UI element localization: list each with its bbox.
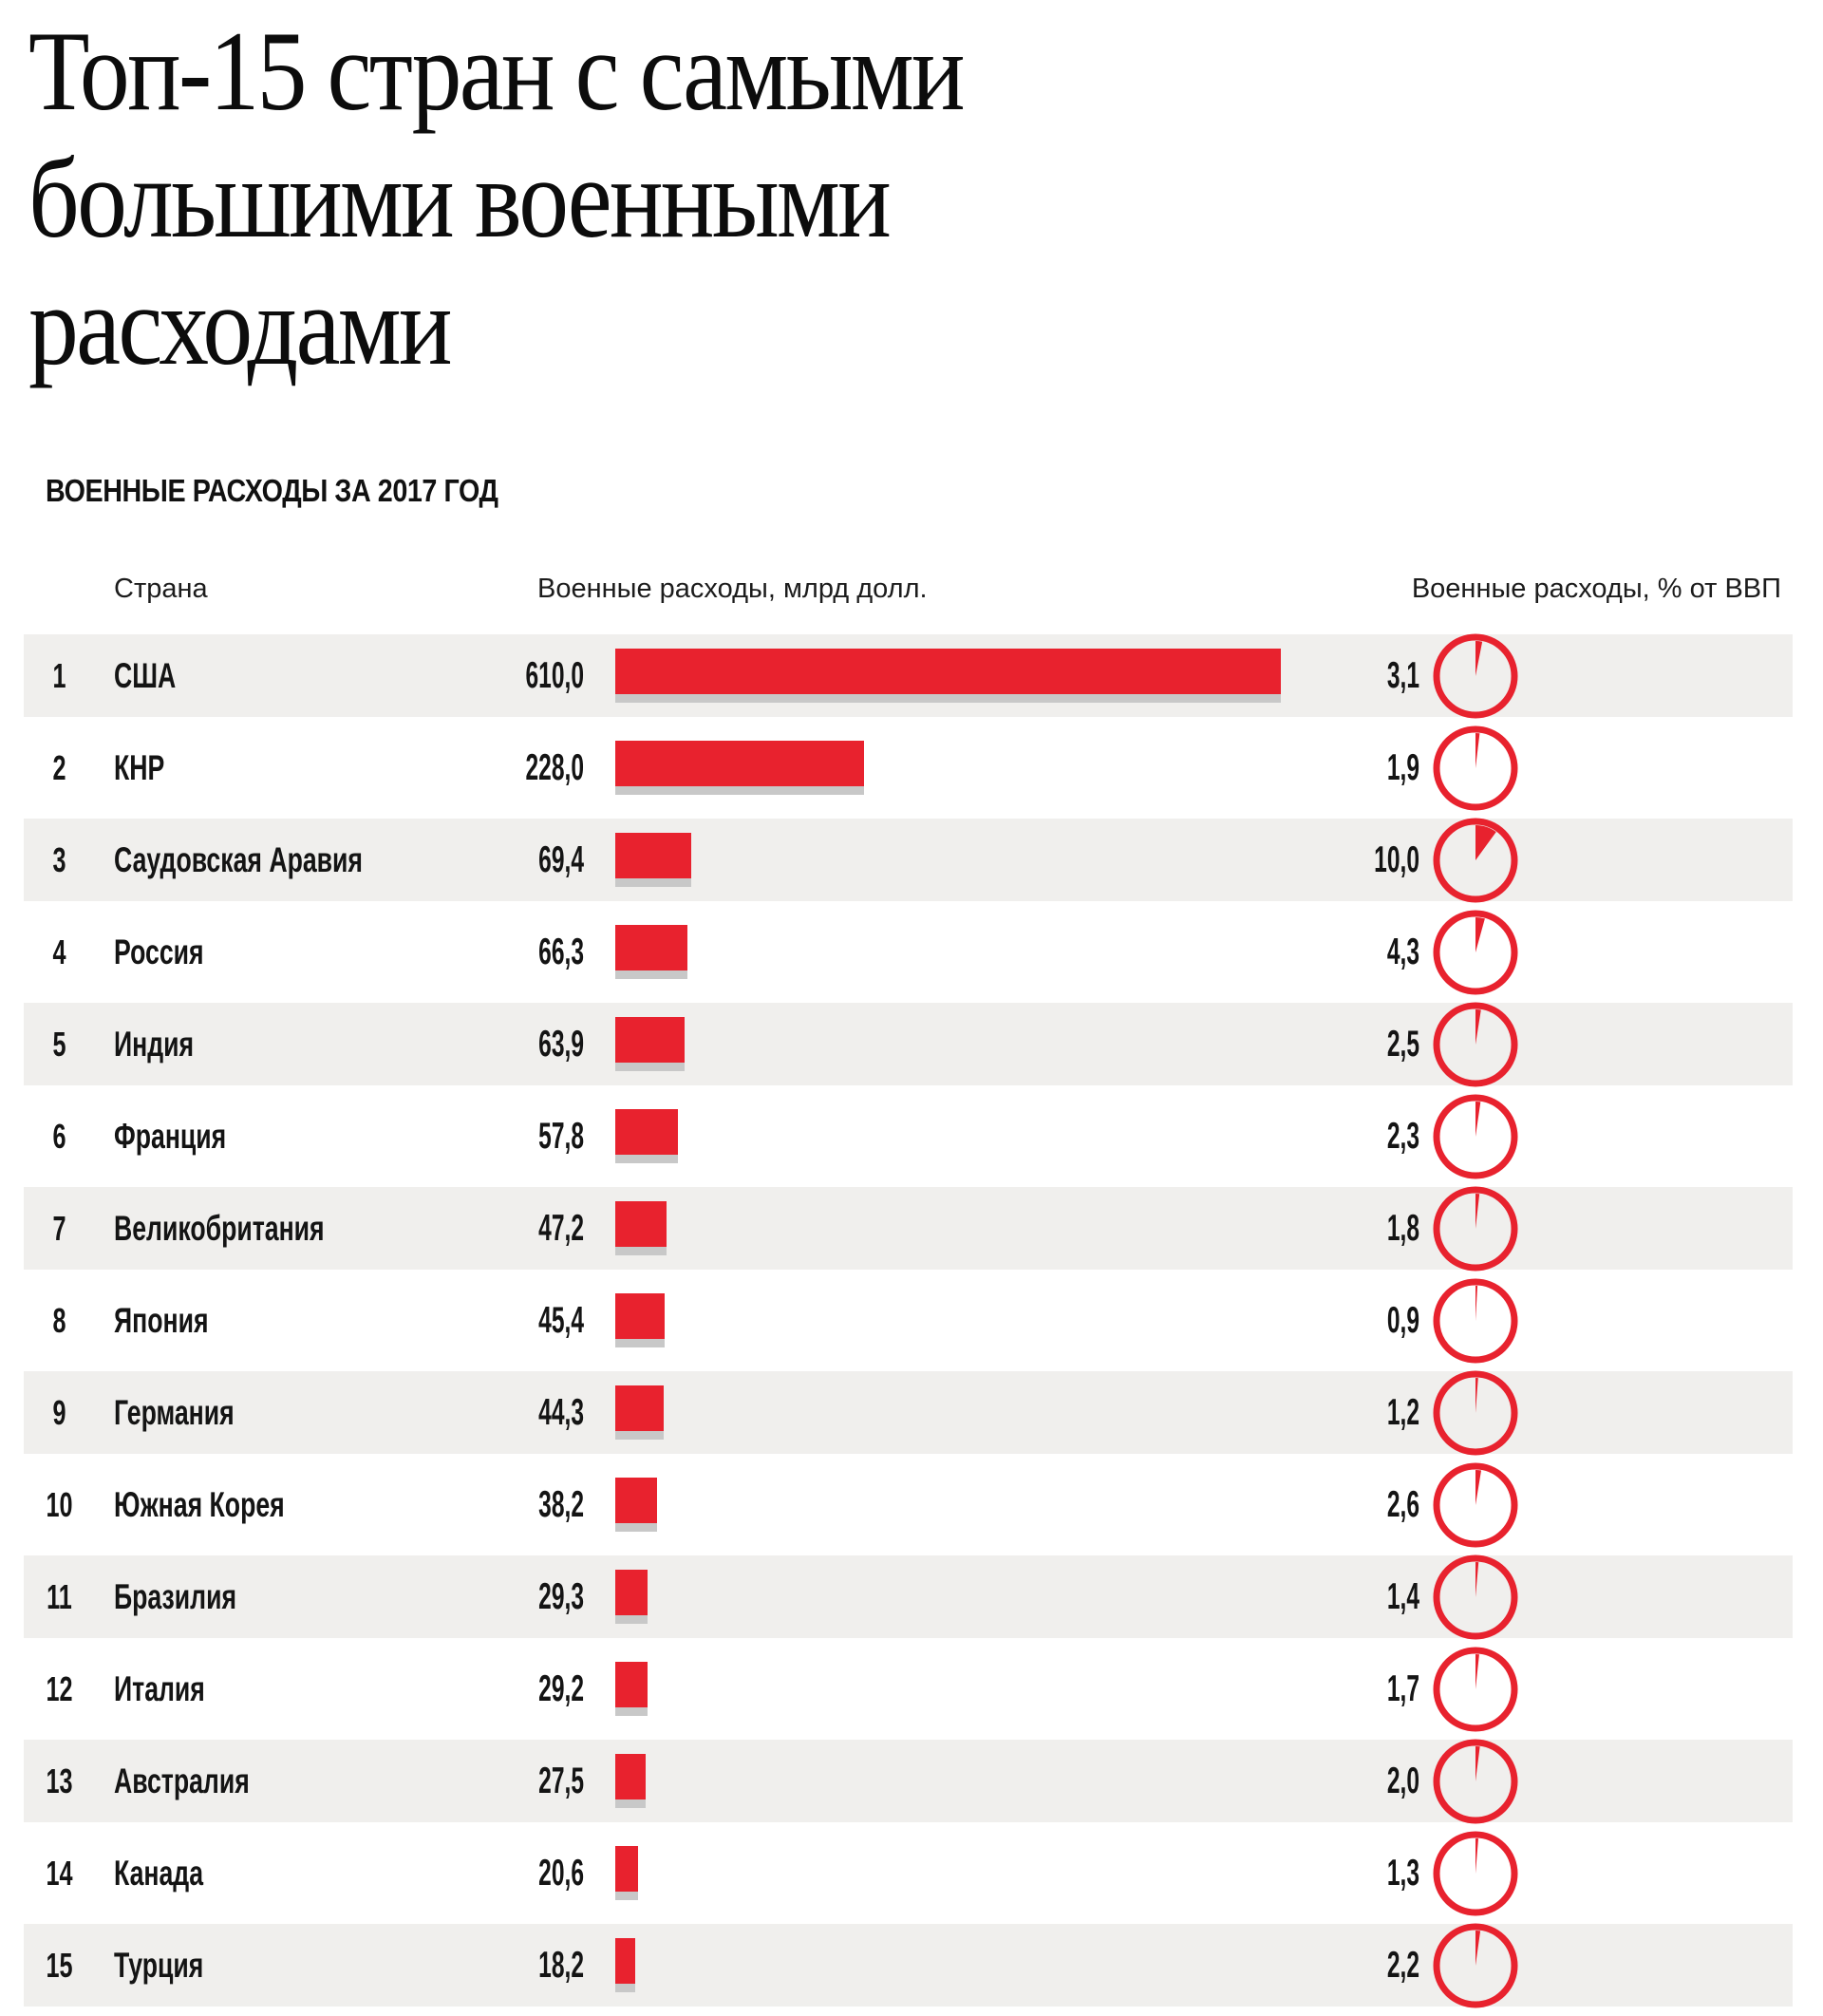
spending-value: 44,3 [538,1392,584,1433]
country-name: Австралия [114,1762,250,1800]
gdp-pie-icon [1432,1093,1519,1180]
spending-value: 20,6 [538,1853,584,1894]
gdp-pie-icon [1432,1369,1519,1457]
gdp-pie-icon [1432,1461,1519,1549]
gdp-percent-value: 1,9 [1386,747,1419,788]
spending-value: 610,0 [525,655,584,696]
spending-value: 63,9 [538,1024,584,1065]
rank-number: 6 [52,1117,66,1156]
gdp-percent-value: 2,6 [1386,1484,1419,1525]
gdp-pie-icon [1432,1830,1519,1917]
gdp-pie-icon [1432,1922,1519,2009]
country-name: Индия [114,1025,195,1064]
rank-number: 4 [52,933,66,971]
rank-number: 9 [52,1393,66,1432]
page-title-line-1: Топ-15 стран с самыми [28,8,963,134]
table-row [24,1003,1793,1085]
rank-number: 8 [52,1301,66,1340]
spending-value: 47,2 [538,1208,584,1249]
rank-number: 10 [46,1485,73,1524]
spending-bar [615,1385,664,1431]
chart-subtitle: ВОЕННЫЕ РАСХОДЫ ЗА 2017 ГОД [46,473,498,508]
spending-bar [615,1570,648,1615]
spending-bar [615,1293,665,1339]
rank-number: 5 [52,1025,66,1064]
gdp-pie-icon [1432,1185,1519,1272]
table-body [24,634,1793,2016]
country-name: Канада [114,1854,204,1893]
gdp-pie-icon [1432,632,1519,720]
gdp-percent-value: 1,8 [1386,1208,1419,1249]
gdp-pie-icon [1432,817,1519,904]
table-row [24,819,1793,901]
rank-number: 15 [46,1946,73,1985]
rank-number: 1 [52,656,66,695]
table-row [24,1740,1793,1822]
gdp-percent-value: 4,3 [1386,932,1419,972]
country-name: Франция [114,1117,227,1156]
column-header-gdp-percent: Военные расходы, % от ВВП [1411,574,1781,604]
gdp-pie-icon [1432,1277,1519,1365]
gdp-pie-icon [1432,1554,1519,1641]
table-header-row [24,570,1793,608]
spending-value: 18,2 [538,1945,584,1986]
spending-value: 29,3 [538,1576,584,1617]
spending-bar [615,833,691,878]
spending-value: 228,0 [525,747,584,788]
gdp-pie-icon [1432,909,1519,996]
spending-value: 69,4 [538,839,584,880]
table-row [24,1832,1793,1914]
page-title-line-3: расходами [28,262,450,388]
table-row [24,1648,1793,1730]
rank-number: 7 [52,1209,66,1248]
spending-bar [615,1109,678,1155]
spending-value: 29,2 [538,1668,584,1709]
spending-value: 45,4 [538,1300,584,1341]
rank-number: 11 [47,1577,72,1616]
country-name: Южная Корея [114,1485,285,1524]
country-name: Великобритания [114,1209,325,1248]
spending-bar [615,741,864,786]
gdp-pie-icon [1432,725,1519,812]
country-name: США [114,656,177,695]
rank-number: 12 [46,1669,73,1708]
spending-bar [615,1662,648,1707]
country-name: КНР [114,748,165,787]
gdp-percent-value: 1,2 [1386,1392,1419,1433]
rank-number: 2 [52,748,66,787]
country-name: Бразилия [114,1577,237,1616]
spending-value: 66,3 [538,932,584,972]
spending-bar [615,1478,657,1523]
country-name: Россия [114,933,204,971]
gdp-percent-value: 2,5 [1386,1024,1419,1065]
spending-bar [615,1938,635,1984]
gdp-percent-value: 1,7 [1386,1668,1419,1709]
rank-number: 13 [46,1762,73,1800]
table-row [24,911,1793,993]
spending-bar [615,649,1281,694]
table-row [24,1555,1793,1638]
gdp-percent-value: 3,1 [1386,655,1419,696]
gdp-pie-icon [1432,1738,1519,1825]
country-name: Германия [114,1393,235,1432]
rank-number: 3 [52,840,66,879]
gdp-percent-value: 10,0 [1374,839,1419,880]
table-row [24,1095,1793,1178]
gdp-pie-icon [1432,1001,1519,1088]
table-row [24,1279,1793,1362]
column-header-country: Страна [114,574,208,604]
country-name: Саудовская Аравия [114,840,363,879]
rank-number: 14 [46,1854,73,1893]
table-row [24,1924,1793,2007]
spending-bar [615,925,687,970]
gdp-percent-value: 1,4 [1386,1576,1419,1617]
page-title-line-2: большими военными [28,135,890,261]
country-name: Италия [114,1669,205,1708]
country-name: Япония [114,1301,209,1340]
gdp-percent-value: 2,2 [1386,1945,1419,1986]
page-title [28,8,963,389]
table-row [24,1463,1793,1546]
spending-value: 27,5 [538,1761,584,1801]
spending-bar [615,1201,667,1247]
spending-bar [615,1017,685,1063]
gdp-percent-value: 1,3 [1386,1853,1419,1894]
spending-bar [615,1754,646,1799]
gdp-percent-value: 2,0 [1386,1761,1419,1801]
table-row [24,1371,1793,1454]
spending-value: 57,8 [538,1116,584,1157]
table-row [24,634,1793,717]
table-row [24,1187,1793,1270]
spending-bar [615,1846,638,1892]
gdp-pie-icon [1432,1646,1519,1733]
country-name: Турция [114,1946,204,1985]
spending-value: 38,2 [538,1484,584,1525]
table-row [24,726,1793,809]
gdp-percent-value: 0,9 [1386,1300,1419,1341]
column-header-spending: Военные расходы, млрд долл. [537,574,928,604]
gdp-percent-value: 2,3 [1386,1116,1419,1157]
